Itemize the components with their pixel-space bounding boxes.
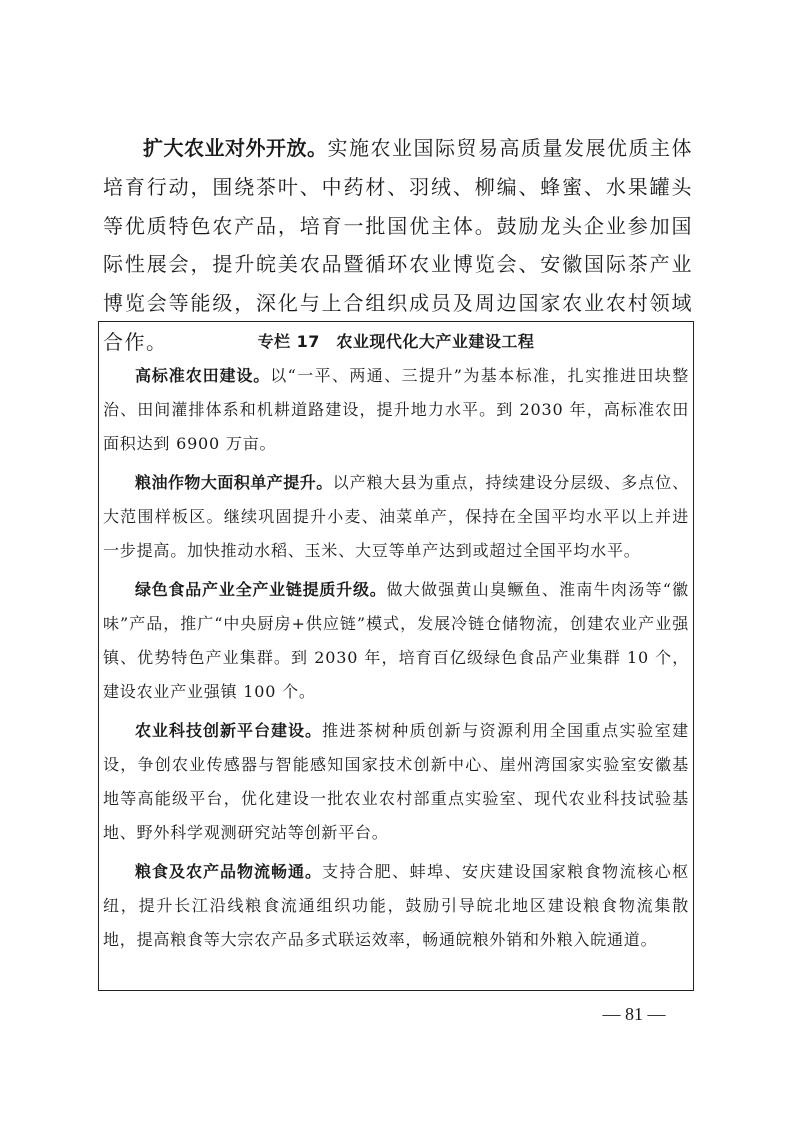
box-item-heading: 粮油作物大面积单产提升。 [135,473,333,492]
box-item-heading: 粮食及农产品物流畅通。 [135,862,323,881]
intro-text: 实施农业国际贸易高质量发展优质主体培育行动，围绕茶叶、中药材、羽绒、柳编、蜂蜜、水果罐头等优质特色农产品，培育一批国优主体。鼓励龙头企业参加国际性展会，提升皖美农品暨循环农业博览会、安徽国际茶产业博览会等能级，深化与上合组织成员及周边国家农业农村领域合作。 [103,136,693,354]
box-item-text: 做大做强黄山臭鳜鱼、淮南牛肉汤等“徽味”产品，推广“中央厨房+供应链”模式，发展冷链仓储物流，创建农业产业强镇、优势特色产业集群。到 2030 年，培育百亿级绿色食品产业集群 10 个，建设农业产业强镇 100 个。 [103,580,689,701]
box-item-text: 以产粮大县为重点，持续建设分层级、多点位、大范围样板区。继续巩固提升小麦、油菜单产，保持在全国平均水平以上并进一步提高。加快推动水稻、玉米、大豆等单产达到或超过全国平均水平。 [103,473,689,560]
box-item-text: 支持合肥、蚌埠、安庆建设国家粮食物流核心枢纽，提升长江沿线粮食流通组织功能，鼓励引导皖北地区建设粮食物流集散地，提高粮食等大宗农产品多式联运效率，畅通皖粮外销和外粮入皖通道。 [103,862,689,949]
box-item-tech-platform [103,714,689,850]
box-item-heading: 高标准农田建设。 [135,366,271,385]
special-column-box [98,321,694,991]
box-item-green-food [103,573,689,709]
box-item-grain-yield [103,466,689,568]
box-item-logistics [103,855,689,957]
box-item-text: 推进茶树种质创新与资源利用全国重点实验室建设，争创农业传感器与智能感知国家技术创新中心、崖州湾国家实验室安徽基地等高能级平台，优化建设一批农业农村部重点实验室、现代农业科技试验基地、野外科学观测研究站等创新平台。 [103,721,689,842]
page-number: — 81 — [602,1004,666,1024]
box-item-heading: 绿色食品产业全产业链提质升级。 [135,580,387,599]
box-title: 专栏 17 农业现代化大产业建设工程 [257,332,535,351]
box-item-farmland [103,359,689,461]
intro-heading: 扩大农业对外开放。 [143,136,328,160]
box-item-text: 以“一平、两通、三提升”为基本标准，扎实推进田块整治、田间灌排体系和机耕道路建设，提升地力水平。到 2030 年，高标准农田面积达到 6900 万亩。 [103,366,689,453]
box-item-heading: 农业科技创新平台建设。 [135,721,323,740]
